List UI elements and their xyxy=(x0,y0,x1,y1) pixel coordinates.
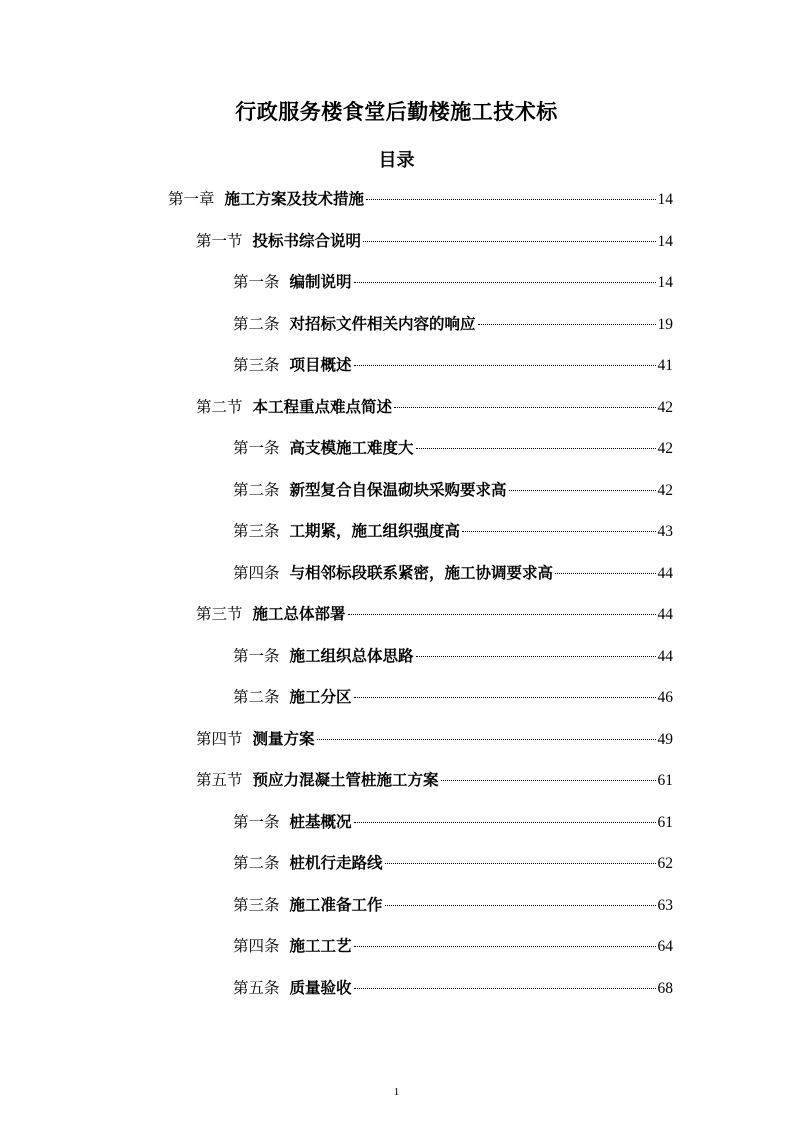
toc-entry-title: 编制说明 xyxy=(289,272,352,291)
toc-entry-number: 第三条 xyxy=(233,356,280,374)
toc-entry[interactable] xyxy=(168,185,673,213)
toc-entry[interactable] xyxy=(196,393,673,421)
toc-entry[interactable] xyxy=(196,600,673,628)
toc-entry-title: 施工工艺 xyxy=(289,936,352,955)
toc-entry-page: 46 xyxy=(657,689,673,706)
toc-dot-leader xyxy=(354,282,656,283)
toc-entry-page: 14 xyxy=(657,274,673,291)
toc-entry[interactable] xyxy=(233,891,673,919)
toc-entry[interactable] xyxy=(233,517,673,545)
toc-dot-leader xyxy=(354,988,656,989)
toc-entry-title: 测量方案 xyxy=(252,728,315,748)
toc-entry-title: 桩基概况 xyxy=(289,811,352,831)
toc-entry-title: 施工组织总体思路 xyxy=(289,645,414,665)
toc-entry-title: 工期紧，施工组织强度高 xyxy=(289,521,461,540)
toc-entry[interactable] xyxy=(233,932,673,960)
toc-entry-page: 61 xyxy=(657,813,673,831)
toc-dot-leader xyxy=(509,490,656,491)
toc-entry[interactable] xyxy=(233,351,673,379)
toc-entry-number: 第二条 xyxy=(233,480,280,499)
toc-entry-number: 第三条 xyxy=(233,522,280,540)
toc-entry-title: 桩机行走路线 xyxy=(289,853,383,872)
toc-entry-title: 预应力混凝土管桩施工方案 xyxy=(252,770,439,789)
toc-dot-leader xyxy=(441,780,656,781)
toc-entry-number: 第五条 xyxy=(233,978,280,997)
toc-dot-leader xyxy=(385,863,656,864)
toc-entry-number: 第一节 xyxy=(196,231,243,250)
toc-entry[interactable] xyxy=(196,725,673,753)
document-title: 行政服务楼食堂后勤楼施工技术标 xyxy=(235,100,558,124)
toc-entry[interactable] xyxy=(196,227,673,255)
toc-entry-title: 对招标文件相关内容的响应 xyxy=(289,313,476,333)
toc-entry-number: 第四条 xyxy=(233,937,280,955)
toc-entry[interactable] xyxy=(233,642,673,670)
toc-entry[interactable] xyxy=(196,766,673,794)
toc-entry-page: 62 xyxy=(657,855,673,872)
toc-entry[interactable] xyxy=(233,268,673,296)
toc-entry-page: 14 xyxy=(657,232,673,250)
toc-entry[interactable] xyxy=(233,476,673,504)
toc-dot-leader xyxy=(462,531,655,532)
toc-dot-leader xyxy=(363,241,655,242)
toc-entry-page: 44 xyxy=(657,606,673,623)
toc-entry-page: 41 xyxy=(657,357,673,374)
toc-entry-number: 第一章 xyxy=(168,190,215,208)
toc-entry-number: 第二条 xyxy=(233,854,280,872)
toc-dot-leader xyxy=(366,199,655,200)
toc-entry-page: 61 xyxy=(657,772,673,789)
toc-entry-title: 高支模施工难度大 xyxy=(289,438,414,457)
toc-dot-leader xyxy=(416,656,656,657)
toc-entry-number: 第一条 xyxy=(233,439,280,457)
toc-entry-title: 施工方案及技术措施 xyxy=(224,189,365,208)
toc-entry-page: 44 xyxy=(657,564,673,582)
toc-entry-page: 68 xyxy=(657,979,673,997)
toc-dot-leader xyxy=(348,614,656,615)
toc-entry-page: 43 xyxy=(657,523,673,540)
toc-entry-page: 42 xyxy=(657,398,673,416)
toc-dot-leader xyxy=(354,697,656,698)
toc-entry-title: 项目概述 xyxy=(289,355,352,374)
toc-dot-leader xyxy=(416,448,656,449)
toc-entry-number: 第一条 xyxy=(233,646,280,665)
toc-entry-page: 44 xyxy=(657,647,673,665)
toc-entry-number: 第三条 xyxy=(233,895,280,914)
toc-entry[interactable] xyxy=(233,434,673,462)
toc-dot-leader xyxy=(354,946,656,947)
toc-dot-leader xyxy=(478,324,656,325)
toc-entry[interactable] xyxy=(233,849,673,877)
toc-entry[interactable] xyxy=(233,974,673,1002)
toc-dot-leader xyxy=(385,905,656,906)
toc-entry-title: 与相邻标段联系紧密，施工协调要求高 xyxy=(289,562,554,582)
toc-entry-page: 14 xyxy=(657,191,673,208)
toc-heading: 目录 xyxy=(378,150,415,171)
toc-entry-number: 第一条 xyxy=(233,812,280,831)
toc-entry-title: 施工准备工作 xyxy=(289,894,383,914)
toc-entry-number: 第四条 xyxy=(233,563,280,582)
page-number: 1 xyxy=(393,1086,400,1098)
toc-entry-title: 质量验收 xyxy=(289,977,352,997)
toc-entry-title: 新型复合自保温砌块采购要求高 xyxy=(289,479,507,499)
toc-entry-page: 42 xyxy=(657,440,673,457)
toc-entry-number: 第四节 xyxy=(196,729,243,748)
toc-entry-number: 第二条 xyxy=(233,314,280,333)
toc-entry-number: 第二条 xyxy=(233,688,280,706)
toc-entry-page: 19 xyxy=(657,315,673,333)
toc-dot-leader xyxy=(555,573,655,574)
toc-entry-number: 第五节 xyxy=(196,771,243,789)
toc-entry-number: 第三节 xyxy=(196,605,243,623)
toc-dot-leader xyxy=(354,822,656,823)
toc-entry-number: 第一条 xyxy=(233,273,280,291)
toc-entry-title: 施工分区 xyxy=(289,687,352,706)
toc-entry[interactable] xyxy=(233,310,673,338)
toc-entry-page: 64 xyxy=(657,938,673,955)
toc-dot-leader xyxy=(317,739,656,740)
toc-entry-number: 第二节 xyxy=(196,397,243,416)
toc-dot-leader xyxy=(354,365,656,366)
toc-entry-title: 投标书综合说明 xyxy=(252,230,362,250)
toc-entry-page: 42 xyxy=(657,481,673,499)
toc-entry-title: 本工程重点难点简述 xyxy=(252,396,393,416)
toc-entry-page: 63 xyxy=(657,896,673,914)
toc-entry-page: 49 xyxy=(657,730,673,748)
toc-entry[interactable] xyxy=(233,559,673,587)
toc-entry[interactable] xyxy=(233,683,673,711)
toc-entry[interactable] xyxy=(233,808,673,836)
toc-entry-title: 施工总体部署 xyxy=(252,604,346,623)
toc-dot-leader xyxy=(394,407,655,408)
